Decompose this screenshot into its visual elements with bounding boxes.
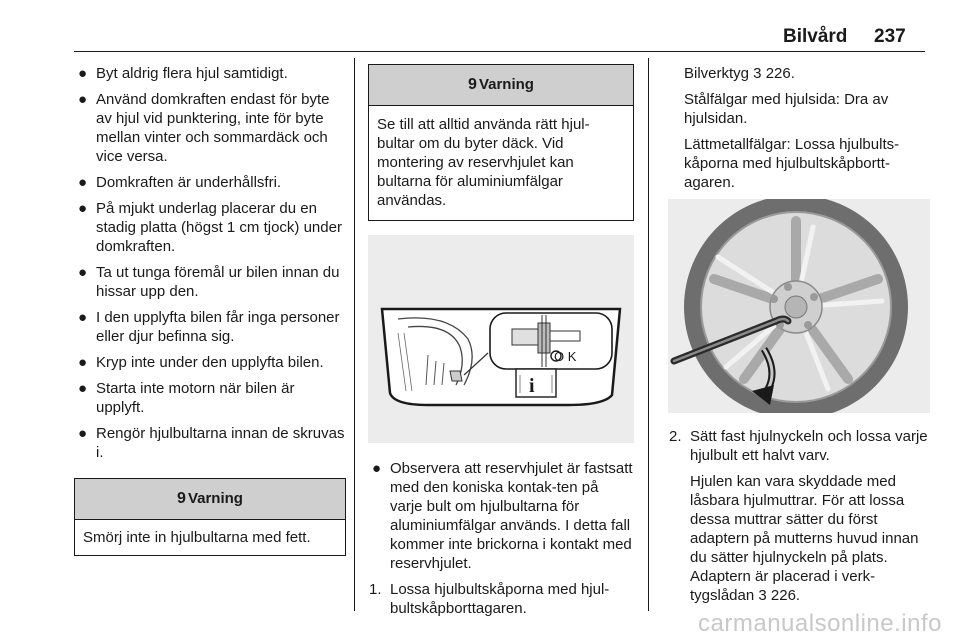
wheel-bolt-illustration: [368, 235, 634, 443]
bullet-item: [74, 173, 346, 192]
step-text: Sätt fast hjulnyckeln och lossa varje hjulbult ett halvt varv.: [690, 428, 928, 464]
wheel-wrench-illustration: [668, 199, 930, 413]
bullet-text: Kryp inte under den upplyfta bilen.: [96, 354, 324, 371]
warning-header: [369, 65, 633, 106]
bullet-item: [368, 459, 634, 573]
page-header-title: Bilvård: [783, 26, 848, 47]
watermark: carmanualsonline.info: [698, 610, 942, 637]
bullet-text: På mjukt underlag placerar du en stadig platta (högst 1 cm tjock) under domkraften.: [96, 200, 342, 255]
info-icon: i: [529, 375, 535, 397]
bullet-text: Domkraften är underhållsfri.: [96, 174, 282, 191]
warning-text: Smörj inte in hjulbultarna med fett.: [83, 529, 311, 546]
warning-box-bolts: [368, 64, 634, 221]
bullet-item: [74, 379, 346, 417]
bullet-item: [74, 424, 346, 462]
bullet-dot-icon: ●: [78, 309, 88, 326]
step-number: 1.: [369, 581, 382, 598]
warning-box-grease: [74, 478, 346, 556]
warning-title: Varning: [478, 76, 534, 93]
bullet-dot-icon: ●: [78, 174, 88, 191]
warning-triangle-icon: 9: [177, 490, 186, 507]
bullet-item: [74, 90, 346, 166]
header-rule: [74, 51, 925, 52]
bullet-dot-icon: ●: [78, 354, 88, 371]
bullet-text: Ta ut tunga föremål ur bilen innan du hissar upp den.: [96, 264, 340, 300]
bullet-text: Rengör hjulbultarna innan de skruvas i.: [96, 425, 345, 461]
bullet-dot-icon: ●: [78, 200, 88, 217]
bullet-item: [74, 64, 346, 83]
bullet-dot-icon: ●: [78, 91, 88, 108]
step-text: Lossa hjulbultskåporna med hjul-bultskåpborttagaren.: [390, 581, 610, 617]
column-divider-right: [648, 58, 649, 611]
warning-triangle-icon: 9: [468, 76, 477, 93]
warning-text: Se till att alltid använda rätt hjul-bultar om du byter däck. Vid montering av reservhjulet kan bultarna för aluminiumfälgar användas.: [377, 116, 590, 209]
bullet-dot-icon: ●: [372, 460, 382, 477]
bullet-text: I den upplyfta bilen får inga personer eller djur befinna sig.: [96, 309, 340, 345]
paragraph: Stålfälgar med hjulsida: Dra av hjulsidan.: [684, 91, 889, 127]
paragraph: Lättmetallfälgar: Lossa hjulbults-kåporna med hjulbultskåpbortt-agaren.: [684, 136, 900, 191]
bullet-text: Använd domkraften endast för byte av hjul vid punktering, inte för byte mellan vinter och sommardäck och vice versa.: [96, 91, 330, 165]
wheel-wrench-figure: [668, 199, 930, 413]
bullet-dot-icon: ●: [78, 425, 88, 442]
step-detail: Hjulen kan vara skyddade med låsbara hjulmuttrar. För att lossa dessa muttrar sätter du först adaptern på mutterns huvud innan du sätter hjulnyckeln på plats. Adaptern är placerad i verk-tygslådan 3 226.: [690, 473, 919, 604]
bullet-dot-icon: ●: [78, 65, 88, 82]
bullet-dot-icon: ●: [78, 264, 88, 281]
warning-title: Varning: [187, 490, 243, 507]
paragraph: Bilverktyg 3 226.: [684, 65, 795, 82]
bullet-item: [74, 353, 346, 372]
warning-header: [75, 479, 345, 520]
column-left: [74, 64, 346, 556]
page-number: 237: [874, 26, 906, 47]
bullet-text: Observera att reservhjulet är fastsatt med den koniska kontak-ten på varje bult om hjulbultarna för aluminiumfälgar används. I detta fall kommer inte brickorna i kontakt med reservhjulet.: [390, 460, 633, 572]
wheel-bolt-figure: [368, 235, 634, 443]
step-number: 2.: [669, 428, 682, 445]
column-right: [668, 64, 930, 612]
bullet-item: [74, 263, 346, 301]
bullet-dot-icon: ●: [78, 380, 88, 397]
bullet-text: Starta inte motorn när bilen är upplyft.: [96, 380, 295, 416]
ok-label: O K: [554, 349, 577, 364]
step-item: [368, 580, 634, 618]
bullet-item: [74, 199, 346, 256]
bullet-text: Byt aldrig flera hjul samtidigt.: [96, 65, 288, 82]
bullet-item: [74, 308, 346, 346]
step-item: [668, 427, 930, 465]
column-divider-left: [354, 58, 355, 611]
column-middle: [368, 64, 634, 625]
